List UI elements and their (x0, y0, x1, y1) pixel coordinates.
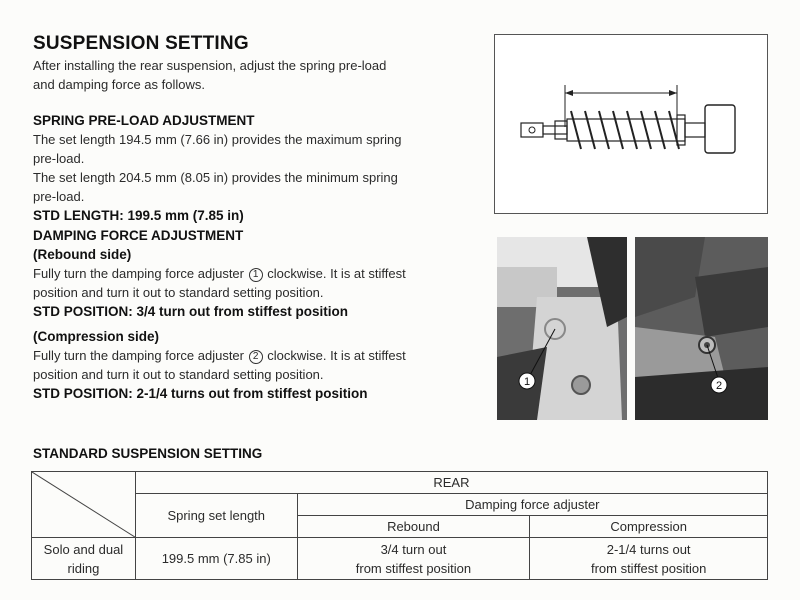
left-eyelet (521, 123, 543, 137)
adjuster-1-marker: 1 (249, 268, 263, 282)
spring-coils (571, 111, 679, 149)
rebound-value-line-1: 3/4 turn out (380, 541, 447, 557)
dimension-arrow-left (565, 90, 573, 96)
preload-std-length: STD LENGTH: 199.5 mm (7.85 in) (33, 208, 244, 223)
suspension-spec-table (31, 471, 768, 580)
header-rebound: Rebound (297, 516, 530, 538)
table-corner-cell (32, 472, 136, 538)
compression-line-1-post: clockwise. It is at stiffest (267, 348, 406, 363)
rebound-adjuster-photo (497, 237, 627, 420)
rebound-line-1-post: clockwise. It is at stiffest (267, 266, 406, 281)
right-mount (685, 123, 705, 137)
spring-value-cell: 199.5 mm (7.85 in) (135, 538, 297, 580)
shock-absorber-diagram (494, 34, 768, 214)
compression-std-position: STD POSITION: 2-1/4 turns out from stiffest position (33, 386, 368, 401)
text-column (33, 33, 483, 403)
compression-line-2: position and turn it out to standard setting position. (33, 367, 324, 382)
rebound-line-1-pre: Fully turn the damping force adjuster (33, 266, 244, 281)
header-rear: REAR (135, 472, 767, 494)
row-label-cell (32, 538, 136, 580)
table-row (32, 538, 768, 580)
preload-line-2: pre-load. (33, 151, 85, 166)
rebound-subheading: (Rebound side) (33, 247, 132, 262)
corner-diagonal (32, 472, 135, 537)
row-label-line-1: Solo and dual (43, 541, 124, 557)
callout-1-label: 1 (523, 376, 531, 388)
compression-value-cell (530, 538, 768, 580)
rebound-value-line-2: from stiffest position (355, 560, 472, 576)
rebound-value-cell (297, 538, 530, 580)
section-title: SUSPENSION SETTING (33, 33, 249, 54)
damping-heading: DAMPING FORCE ADJUSTMENT (33, 228, 244, 243)
intro-line-2: and damping force as follows. (33, 77, 205, 92)
compression-photo-drawing (635, 237, 768, 420)
compression-value-line-2: from stiffest position (590, 560, 707, 576)
header-spring-set-length: Spring set length (135, 494, 297, 538)
adjuster-2-marker: 2 (249, 350, 263, 364)
intro-line-1: After installing the rear suspension, adjust the spring pre-load (33, 58, 387, 73)
rebound-photo-drawing (497, 237, 627, 420)
preload-line-1: The set length 194.5 mm (7.66 in) provides the maximum spring (33, 132, 402, 147)
compression-value-line-1: 2-1/4 turns out (606, 541, 691, 557)
callout-2-label: 2 (715, 380, 723, 392)
header-damping-force-adjuster: Damping force adjuster (297, 494, 767, 516)
compression-line-1-pre: Fully turn the damping force adjuster (33, 348, 244, 363)
reservoir (705, 105, 735, 153)
left-eyelet-hole (529, 127, 535, 133)
compression-subheading: (Compression side) (33, 329, 160, 344)
shock-absorber-drawing (495, 35, 767, 213)
header-compression: Compression (530, 516, 768, 538)
preload-heading: SPRING PRE-LOAD ADJUSTMENT (33, 113, 255, 128)
table-title: STANDARD SUSPENSION SETTING (33, 446, 263, 461)
rebound-std-position: STD POSITION: 3/4 turn out from stiffest position (33, 304, 349, 319)
shock-body (567, 119, 685, 141)
rebound-line-2: position and turn it out to standard setting position. (33, 285, 324, 300)
rebound-line-1 (33, 264, 483, 283)
preload-line-3: The set length 204.5 mm (8.05 in) provides the minimum spring (33, 170, 398, 185)
preload-line-4: pre-load. (33, 189, 85, 204)
dimension-arrow-right (669, 90, 677, 96)
compression-adjuster-photo (635, 237, 768, 420)
row-label-line-2: riding (67, 560, 100, 576)
compression-line-1 (33, 346, 483, 365)
